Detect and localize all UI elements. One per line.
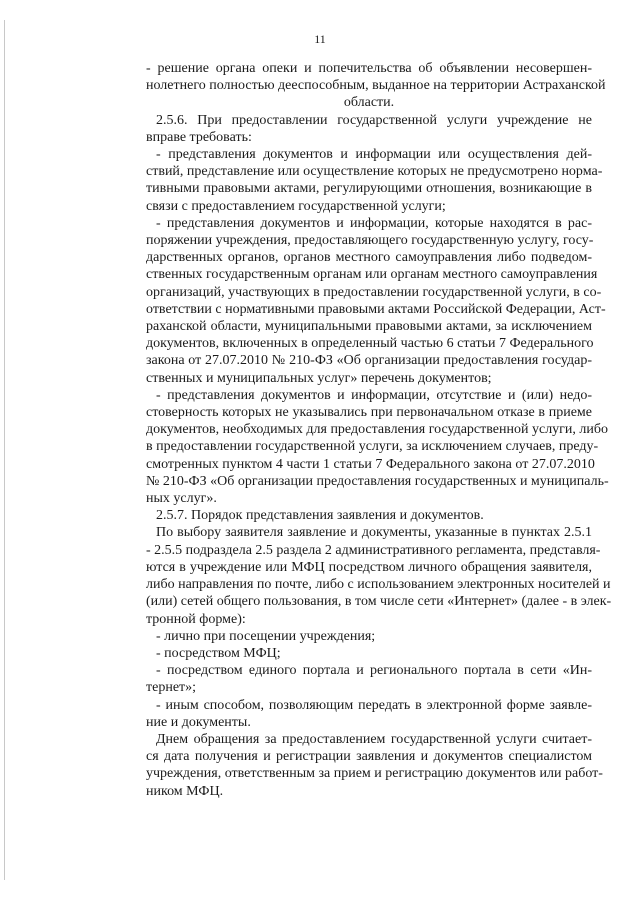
text-line: ся дата получения и регистрации заявления и документов специалистом <box>146 749 592 765</box>
paragraph <box>146 387 609 507</box>
text-line: - 2.5.5 подраздела 2.5 раздела 2 административного регламента, представля- <box>146 542 601 558</box>
text-line: По выбору заявителя заявление и документы, указанные в пунктах 2.5.1 <box>156 525 592 541</box>
paragraph <box>146 215 606 387</box>
text-line: - представления документов и информации, которые находятся в рас- <box>156 215 592 231</box>
paragraph <box>146 697 592 731</box>
text-line: ственных государственным органам или органам местного самоуправления <box>146 267 598 283</box>
text-line: тивными правовыми актами, регулирующими отношения, возникающие в <box>146 181 592 197</box>
text-line: вправе требовать: <box>146 129 252 145</box>
text-line: ных услуг». <box>146 491 217 507</box>
text-line: закона от 27.07.2010 № 210-ФЗ «Об организации предоставления государ- <box>146 353 592 369</box>
text-line: тронной форме): <box>146 611 246 627</box>
text-line: документов, необходимых для предоставления государственной услуги, либо <box>146 422 609 438</box>
text-line: нолетнего полностью дееспособным, выданное на территории Астраханской <box>146 78 606 94</box>
text-line: тернет»; <box>146 680 197 696</box>
text-line: (или) сетей общего пользования, в том числе сети «Интернет» (далее - в элек- <box>146 594 612 610</box>
text-line: ником МФЦ. <box>146 783 224 799</box>
paragraph <box>146 524 612 627</box>
text-line: - иным способом, позволяющим передать в электронной форме заявле- <box>156 697 592 713</box>
text-line: смотренных пунктом 4 части 1 статьи 7 Федерального закона от 27.07.2010 <box>146 456 595 472</box>
paragraph <box>146 731 603 800</box>
text-line: ются в учреждение или МФЦ посредством личного обращения заявителя, <box>146 559 592 575</box>
text-line: поряжении учреждения, предоставляющего государственную услугу, госу- <box>146 233 594 249</box>
scan-margin-line <box>4 20 5 880</box>
text-line: документов, включенных в определенный частью 6 статьи 7 Федерального <box>146 336 594 352</box>
paragraph <box>146 662 592 696</box>
paragraph <box>146 112 592 146</box>
text-line: ответствии с нормативными правовыми актами Российской Федерации, Аст- <box>146 301 606 317</box>
document-body <box>146 60 612 800</box>
text-line: 2.5.7. Порядок представления заявления и документов. <box>156 508 484 524</box>
paragraph <box>146 645 592 662</box>
page-number: 11 <box>314 32 326 46</box>
text-line: - решение органа опеки и попечительства об объявлении несовершен- <box>146 61 592 76</box>
text-line: № 210-ФЗ «Об организации предоставления государственных и муниципаль- <box>146 473 609 489</box>
text-line: - посредством МФЦ; <box>156 645 281 661</box>
text-line: ствий, представление или осуществление которых не предусмотрено норма- <box>146 164 603 180</box>
text-line: ние и документы. <box>146 714 251 730</box>
paragraph <box>146 146 603 215</box>
text-line: в предоставлении государственной услуги, за исключением случаев, преду- <box>146 439 599 455</box>
text-line: раханской области, муниципальными правовыми актами, за исключением <box>146 319 592 335</box>
text-line: связи с предоставлением государственной услуги; <box>146 198 446 214</box>
text-line: ственных и муниципальных услуг» перечень документов; <box>146 370 492 386</box>
text-line: организаций, участвующих в предоставлении государственной услуги, в со- <box>146 284 602 300</box>
paragraph <box>146 60 606 112</box>
paragraph <box>146 628 592 645</box>
paragraph <box>146 507 592 524</box>
text-line: дарственных органов, органов местного самоуправления либо подведом- <box>146 250 592 266</box>
text-line: стоверность которых не указывались при первоначальном отказе в приеме <box>146 405 592 421</box>
text-line: Днем обращения за предоставлением государственной услуги считает- <box>156 731 592 747</box>
text-line: учреждения, ответственным за прием и регистрацию документов или работ- <box>146 766 603 782</box>
text-line: либо направления по почте, либо с использованием электронных носителей и <box>146 577 611 593</box>
text-line: области. <box>343 95 395 111</box>
text-line: - представления документов и информации или осуществления дей- <box>156 147 592 163</box>
text-line: - представления документов и информации, отсутствие и (или) недо- <box>156 387 592 403</box>
text-line: 2.5.6. При предоставлении государственной услуги учреждение не <box>156 112 592 128</box>
text-line: - лично при посещении учреждения; <box>156 628 376 644</box>
text-line: - посредством единого портала и регионального портала в сети «Ин- <box>156 663 592 679</box>
